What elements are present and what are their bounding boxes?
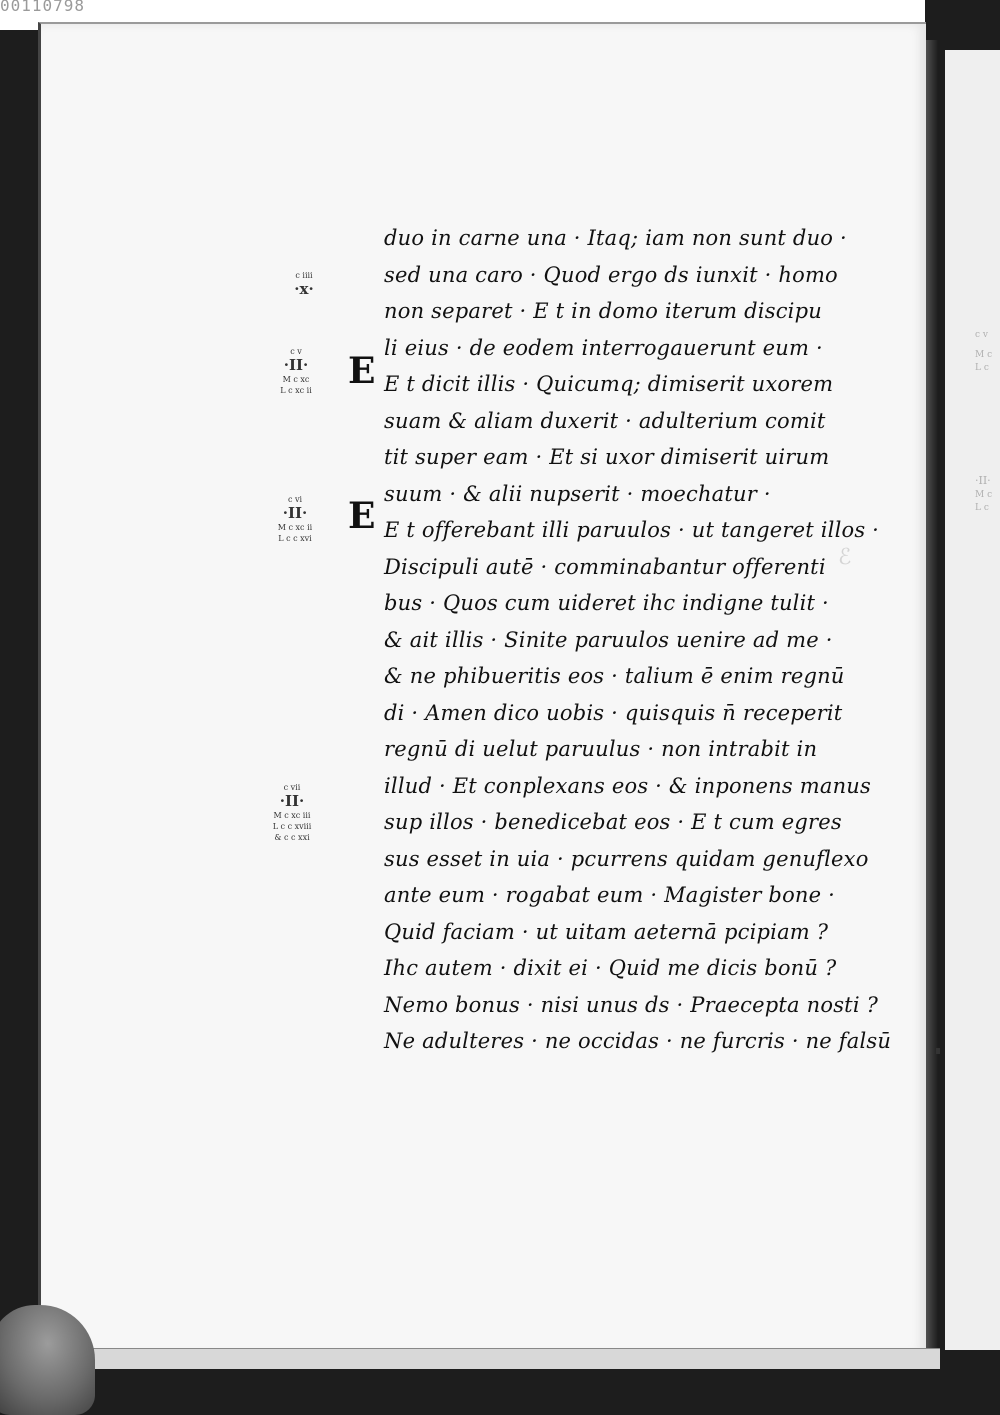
margin-gloss [270, 346, 322, 396]
text-line: illud · Et conplexans eos · & inponens manus [384, 773, 872, 798]
text-line: regnū di uelut paruulus · non intrabit in [384, 737, 818, 761]
gloss-section-number: c v [290, 347, 302, 356]
text-line: tit super eam · Et si uxor dimiserit uirum [384, 445, 830, 469]
gloss-canon-number: ·II· [282, 504, 308, 522]
margin-gloss [264, 782, 320, 843]
facing-gloss: ·II· [975, 474, 991, 487]
gloss-section-number: c vii [283, 783, 301, 792]
facing-gloss: L c [975, 503, 989, 513]
text-line: & ne phibueritis eos · talium ē enim regnū [384, 664, 845, 688]
text-line: Ihc autem · dixit ei · Quid me dicis bonū ? [384, 956, 837, 980]
gloss-parallel: M c xc [282, 375, 310, 384]
margin-gloss [268, 494, 322, 544]
gloss-section-number: c vi [287, 495, 303, 504]
text-line: E t dicit illis · Quicumq; dimiserit uxorem [384, 372, 834, 396]
text-line: Quid faciam · ut uitam aeternā pcipiam ? [384, 919, 829, 944]
text-line: Discipuli autē · comminabantur offerenti [384, 554, 826, 579]
facing-gloss: c v [975, 330, 988, 340]
gloss-parallel: L c xc ii [280, 386, 312, 395]
text-line: sus esset in uia · pcurrens quidam genuflexo [384, 846, 869, 871]
gloss-canon-number: ·II· [283, 356, 309, 374]
text-line: suum · & alii nupserit · moechatur · [384, 481, 771, 506]
text-line: E t offerebant illi paruulos · ut tangeret illos · [384, 518, 880, 542]
facing-page-edge [945, 50, 1000, 1350]
gloss-parallel: M c xc iii [273, 811, 311, 820]
decorated-initial: E [348, 350, 376, 392]
text-line: di · Amen dico uobis · quisquis n̄ receperit [384, 700, 843, 725]
text-line: duo in carne una · Itaq; iam non sunt duo · [384, 226, 847, 250]
text-line: & ait illis · Sinite paruulos uenire ad me · [384, 627, 833, 652]
text-line: sed una caro · Quod ergo ds iunxit · homo [384, 262, 838, 287]
gloss-section-number: c iiii [295, 271, 313, 280]
text-line: bus · Quos cum uideret ihc indigne tulit · [384, 591, 829, 615]
gloss-canon-number: ·II· [279, 792, 305, 810]
text-line: Ne adulteres · ne occidas · ne furcris · ne falsū [384, 1029, 892, 1053]
gloss-parallel: M c xc ii [277, 523, 313, 532]
text-line: Nemo bonus · nisi unus ds · Praecepta nosti ? [384, 992, 879, 1017]
facing-gloss: M c [975, 350, 993, 360]
text-line: ante eum · rogabat eum · Magister bone · [384, 883, 836, 907]
frame-id: 00110798 [0, 0, 86, 15]
manuscript-text [384, 220, 892, 1060]
page-bottom-edge [40, 1348, 940, 1369]
page-edge-mark [936, 1048, 940, 1054]
gloss-parallel: L c c xvi [278, 534, 312, 543]
text-line: non separet · E t in domo iterum discipu [384, 299, 822, 323]
text-line: li eius · de eodem interrogauerunt eum · [384, 335, 823, 360]
facing-gloss: L c [975, 363, 989, 373]
margin-gloss [284, 270, 324, 298]
gloss-canon-number: ·x· [294, 280, 314, 298]
bleed-through-initial: ℰ [838, 545, 852, 570]
text-line: sup illos · benedicebat eos · E t cum egres [384, 810, 842, 834]
gloss-parallel: L c c xviii [272, 822, 312, 831]
gloss-parallel: & c c xxi [274, 833, 310, 842]
text-line: suam & aliam duxerit · adulterium comit [384, 408, 826, 433]
facing-gloss: M c [975, 490, 993, 500]
decorated-initial: E [348, 495, 376, 537]
